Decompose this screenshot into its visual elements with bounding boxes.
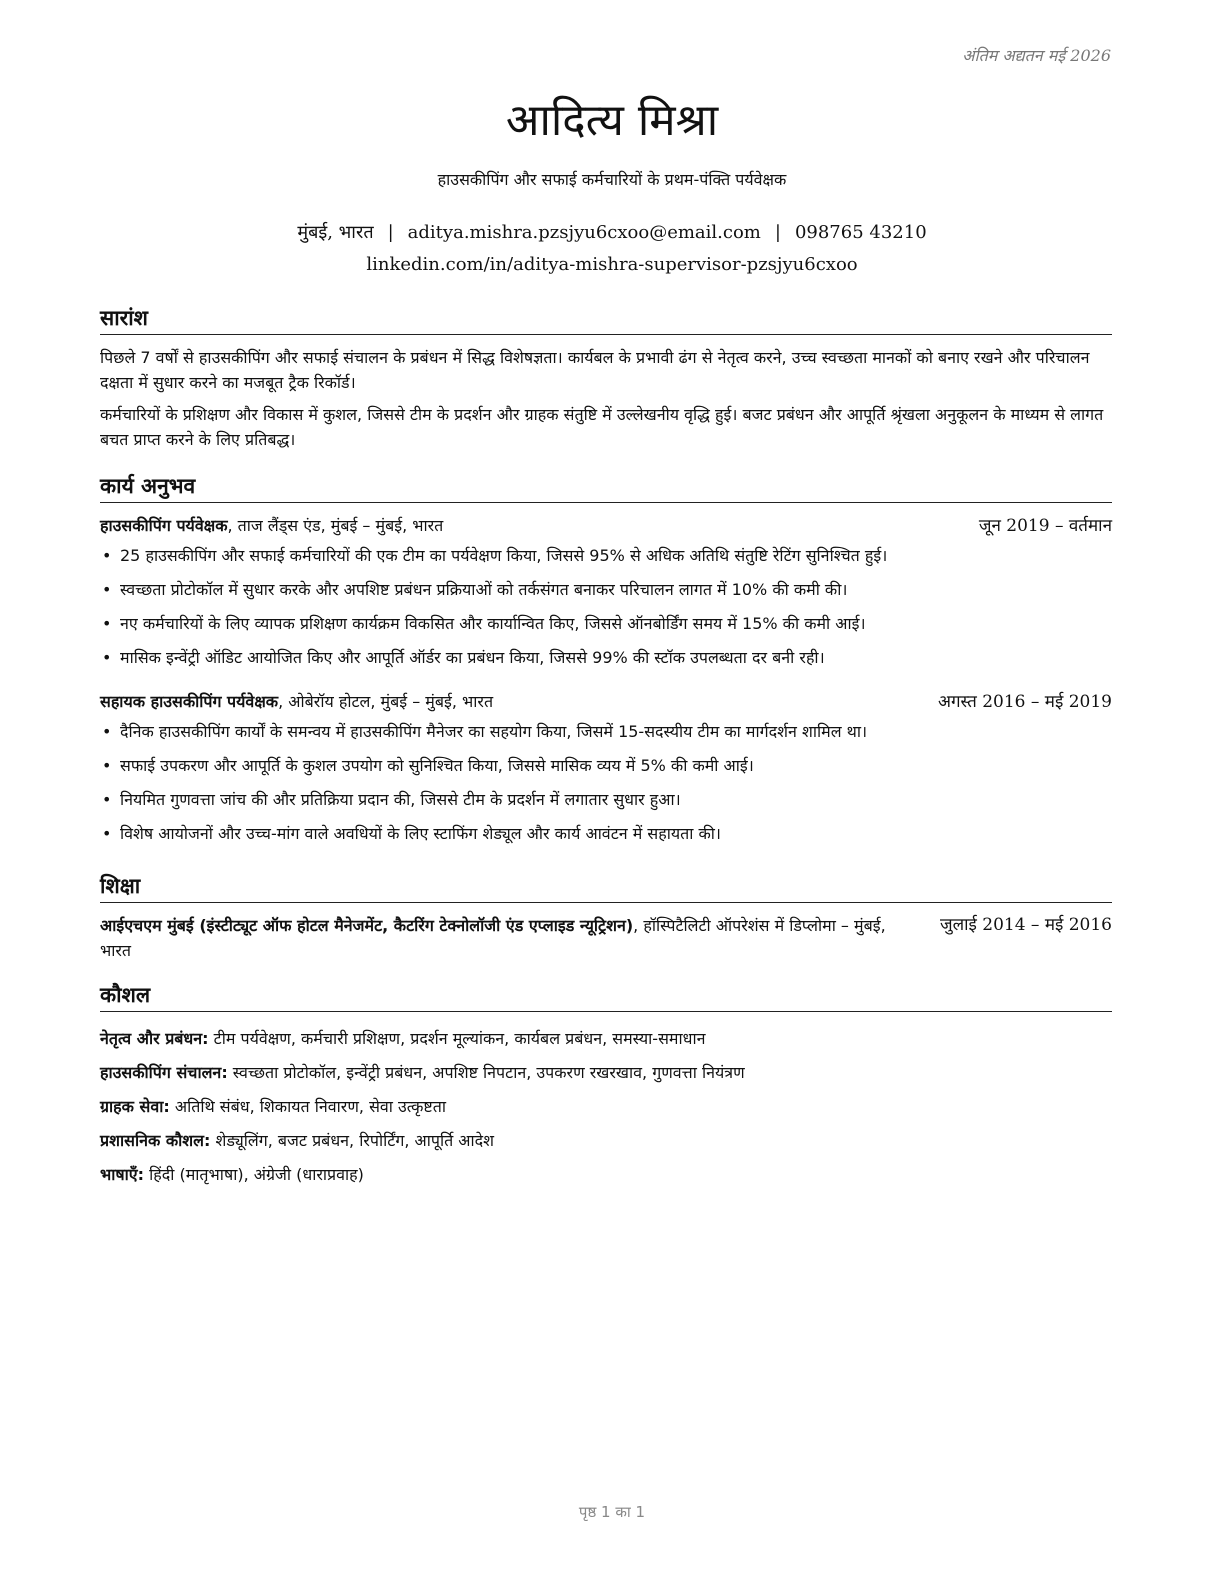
- skill-row: [100, 1124, 1112, 1158]
- bullet-icon: •: [102, 790, 112, 809]
- section-title-summary: सारांश: [100, 304, 1112, 335]
- bullet-icon: •: [102, 722, 112, 741]
- bullet-text: सफाई उपकरण और आपूर्ति के कुशल उपयोग को सुनिश्चित किया, जिससे मासिक व्यय में 5% की कमी आई।: [120, 756, 754, 775]
- list-item: [100, 539, 1112, 573]
- job-org: , ताज लैंड्स एंड, मुंबई – मुंबई, भारत: [227, 516, 444, 535]
- bullet-text: मासिक इन्वेंट्री ऑडिट आयोजित किए और आपूर्ति ऑर्डर का प्रबंधन किया, जिससे 99% की स्टॉक उपलब्धता दर बनी रही।: [120, 648, 825, 667]
- skill-row: [100, 1056, 1112, 1090]
- job-header: [100, 689, 1112, 715]
- list-item: [100, 641, 1112, 675]
- education-entry: [100, 913, 1112, 963]
- job-dates: अगस्त 2016 – मई 2019: [937, 692, 1112, 712]
- bullet-icon: •: [102, 546, 112, 565]
- job-role: हाउसकीपिंग पर्यवेक्षक: [100, 516, 228, 535]
- skill-value: स्वच्छता प्रोटोकॉल, इन्वेंट्री प्रबंधन, अपशिष्ट निपटान, उपकरण रखरखाव, गुणवत्ता नियंत्रण: [227, 1063, 745, 1082]
- tagline: हाउसकीपिंग और सफाई कर्मचारियों के प्रथम-पंक्ति पर्यवेक्षक: [437, 170, 787, 189]
- job-entry: [100, 513, 1112, 675]
- bullet-icon: •: [102, 824, 112, 843]
- location: मुंबई, भारत: [297, 222, 374, 243]
- separator: |: [387, 222, 394, 243]
- separator: |: [774, 222, 781, 243]
- candidate-name: आदित्य मिश्रा: [505, 95, 719, 146]
- bullet-text: नए कर्मचारियों के लिए व्यापक प्रशिक्षण कार्यक्रम विकसित और कार्यान्वित किए, जिससे ऑनबोर्डिंग समय में 15% की कमी आई।: [120, 614, 866, 633]
- list-item: [100, 783, 1112, 817]
- bullet-icon: •: [102, 648, 112, 667]
- bullet-text: नियमित गुणवत्ता जांच की और प्रतिक्रिया प्रदान की, जिससे टीम के प्रदर्शन में लगातार सुधार हुआ।: [120, 790, 681, 809]
- list-item: [100, 607, 1112, 641]
- skill-label: भाषाएँ:: [100, 1165, 145, 1184]
- email-link[interactable]: aditya.mishra.pzsjyu6cxoo@email.com: [407, 222, 761, 243]
- education-dates: जुलाई 2014 – मई 2016: [939, 915, 1112, 935]
- section-title-experience: कार्य अनुभव: [100, 472, 1112, 503]
- page-number: पृष्ठ 1 का 1: [578, 1503, 646, 1521]
- summary-paragraph: पिछले 7 वर्षों से हाउसकीपिंग और सफाई संचालन के प्रबंधन में सिद्ध विशेषज्ञता। कार्यबल के प्रभावी ढंग से नेतृत्व करने, उच्च स्वच्छता मानकों को बनाए रखने और परिचालन दक्षता में सुधार करने का मजबूत ट्रैक रिकॉर्ड।: [100, 348, 1090, 392]
- skill-value: टीम पर्यवेक्षण, कर्मचारी प्रशिक्षण, प्रदर्शन मूल्यांकन, कार्यबल प्रबंधन, समस्या-समाधान: [208, 1029, 706, 1048]
- job-org: , ओबेरॉय होटल, मुंबई – मुंबई, भारत: [278, 692, 494, 711]
- skill-value: अतिथि संबंध, शिकायत निवारण, सेवा उत्कृष्टता: [169, 1097, 446, 1116]
- linkedin-link[interactable]: linkedin.com/in/aditya-mishra-supervisor-pzsjyu6cxoo: [366, 254, 858, 275]
- job-header: [100, 513, 1112, 539]
- bullet-text: स्वच्छता प्रोटोकॉल में सुधार करके और अपशिष्ट प्रबंधन प्रक्रियाओं को तर्कसंगत बनाकर परिचालन लागत में 10% की कमी की।: [120, 580, 848, 599]
- section-title-education: शिक्षा: [100, 872, 1112, 903]
- list-item: [100, 715, 1112, 749]
- bullet-text: 25 हाउसकीपिंग और सफाई कर्मचारियों की एक टीम का पर्यवेक्षण किया, जिससे 95% से अधिक अतिथि संतुष्टि रेटिंग सुनिश्चित हुई।: [120, 546, 888, 565]
- bullet-icon: •: [102, 756, 112, 775]
- bullet-icon: •: [102, 614, 112, 633]
- contact-line: [0, 220, 1224, 244]
- skill-label: हाउसकीपिंग संचालन:: [100, 1063, 228, 1082]
- section-title-skills: कौशल: [100, 981, 1112, 1012]
- skill-row: [100, 1090, 1112, 1124]
- skill-row: [100, 1158, 1112, 1192]
- skill-label: ग्राहक सेवा:: [100, 1097, 170, 1116]
- institution: आईएचएम मुंबई (इंस्टीट्यूट ऑफ होटल मैनेजमेंट, कैटरिंग टेक्नोलॉजी एंड एप्लाइड न्यूट्रिशन): [100, 916, 634, 935]
- education-section: [100, 872, 1112, 963]
- job-dates: जून 2019 – वर्तमान: [978, 516, 1112, 536]
- summary-paragraph: कर्मचारियों के प्रशिक्षण और विकास में कुशल, जिससे टीम के प्रदर्शन और ग्राहक संतुष्टि में उल्लेखनीय वृद्धि हुई। बजट प्रबंधन और आपूर्ति श्रृंखला अनुकूलन के माध्यम से लागत बचत प्राप्त करने के लिए प्रतिबद्ध।: [100, 405, 1104, 449]
- skill-value: शेड्यूलिंग, बजट प्रबंधन, रिपोर्टिंग, आपूर्ति आदेश: [210, 1131, 495, 1150]
- job-role: सहायक हाउसकीपिंग पर्यवेक्षक: [100, 692, 279, 711]
- education-details: , हॉस्पिटैलिटी ऑपरेशंस में डिप्लोमा – मुंबई, भारत: [100, 916, 886, 960]
- job-bullets: [100, 539, 1112, 675]
- job-bullets: [100, 715, 1112, 851]
- experience-section: [100, 472, 1112, 851]
- job-entry: [100, 689, 1112, 851]
- bullet-text: विशेष आयोजनों और उच्च-मांग वाले अवधियों के लिए स्टाफिंग शेड्यूल और कार्य आवंटन में सहायता की।: [120, 824, 721, 843]
- summary-section: [100, 304, 1112, 459]
- last-updated: अंतिम अद्यतन मई 2026: [962, 46, 1111, 65]
- bullet-text: दैनिक हाउसकीपिंग कार्यों के समन्वय में हाउसकीपिंग मैनेजर का सहयोग किया, जिसमें 15-सदस्यीय टीम का मार्गदर्शन शामिल था।: [120, 722, 868, 741]
- skill-label: प्रशासनिक कौशल:: [100, 1131, 211, 1150]
- list-item: [100, 817, 1112, 851]
- phone: 098765 43210: [794, 222, 927, 243]
- skill-value: हिंदी (मातृभाषा), अंग्रेजी (धाराप्रवाह): [144, 1165, 364, 1184]
- bullet-icon: •: [102, 580, 112, 599]
- skills-section: [100, 981, 1112, 1192]
- skill-row: [100, 1022, 1112, 1056]
- skill-label: नेतृत्व और प्रबंधन:: [100, 1029, 209, 1048]
- list-item: [100, 749, 1112, 783]
- list-item: [100, 573, 1112, 607]
